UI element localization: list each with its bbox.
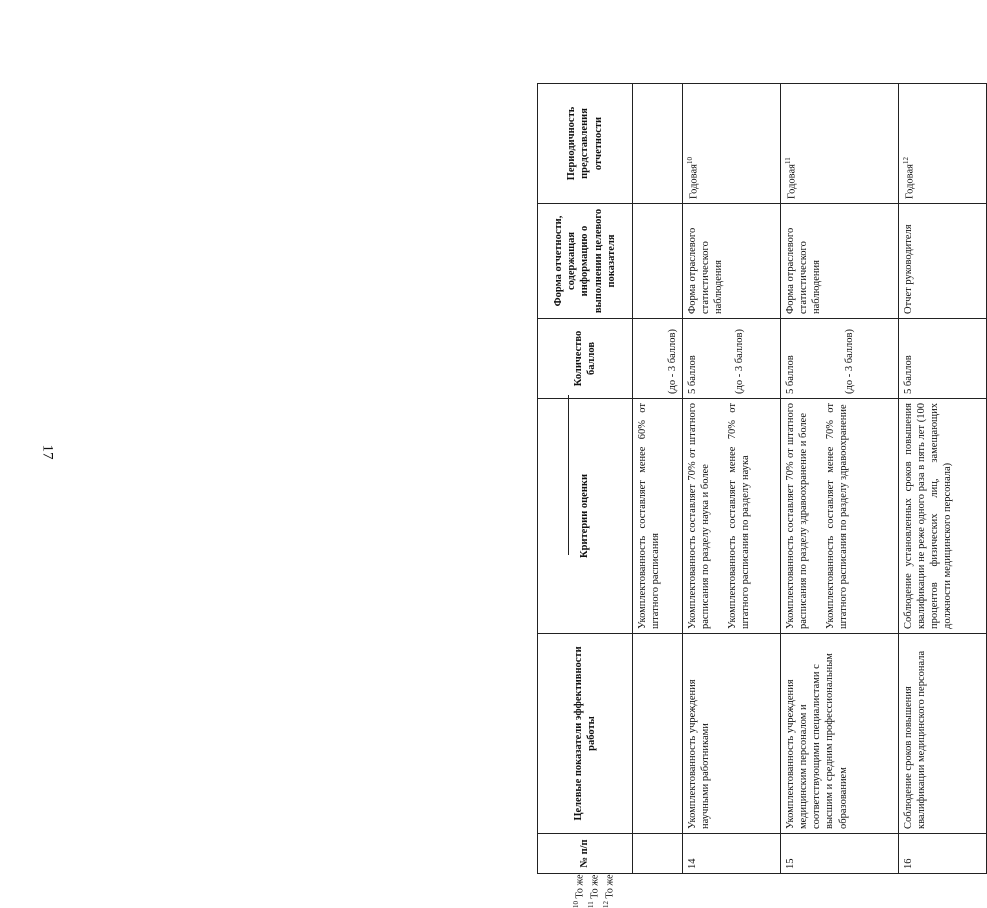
criteria-table [537, 83, 987, 874]
periodicity-text: Годовая [904, 164, 916, 199]
table-row [633, 84, 683, 874]
criteria-text: Укомплектованность составляет менее 70% от штатного расписания по разделу наука [727, 403, 752, 629]
footnote-item [602, 848, 617, 908]
periodicity-text: Годовая [688, 164, 700, 199]
points-text: (до - 3 баллов) [844, 329, 856, 394]
cell-report-form [633, 204, 683, 319]
cell-indicator [633, 634, 683, 834]
cell-report-form: Форма отраслевого статистического наблюдения [683, 204, 781, 319]
cell-periodicity [683, 84, 781, 204]
cell-points [781, 319, 899, 399]
criteria-text: Соблюдение установленных сроков повышения квалификации не реже одного раза в пять лет (100 процентов физических лиц, замещающих должности медицинского персонала) [903, 403, 954, 629]
points-text: (до - 3 баллов) [666, 329, 678, 394]
cell-num: 14 [683, 834, 781, 874]
header-criteria: Критерии оценки [538, 399, 633, 634]
cell-periodicity [899, 84, 987, 204]
cell-points [633, 319, 683, 399]
footnote-text: То же [589, 874, 601, 899]
cell-num: 16 [899, 834, 987, 874]
table-row [683, 84, 781, 874]
cell-periodicity [633, 84, 683, 204]
header-num: № п/п [538, 834, 633, 874]
cell-points [683, 319, 781, 399]
cell-num [633, 834, 683, 874]
table-header-row [538, 84, 633, 874]
points-text: 5 баллов [785, 355, 796, 394]
footnote-item [587, 848, 602, 908]
footnote-ref: 11 [784, 157, 792, 164]
cell-points [899, 319, 987, 399]
header-periodicity: Периодичность представления отчетности [538, 84, 633, 204]
periodicity-text: Годовая [786, 164, 798, 199]
footnotes [572, 848, 615, 908]
criteria-text: Укомплектованность составляет 70% от штатного расписания по разделу здравоохранение и более [785, 403, 810, 629]
points-text: 5 баллов [903, 355, 914, 394]
cell-criteria [781, 399, 899, 634]
footnote-mark: 11 [586, 901, 595, 908]
footnote-ref: 10 [686, 157, 694, 164]
cell-periodicity [781, 84, 899, 204]
cell-indicator: Соблюдение сроков повышения квалификации медицинского персонала [899, 634, 987, 834]
points-text: 5 баллов [687, 355, 698, 394]
cell-indicator: Укомплектованность учреждения научными работниками [683, 634, 781, 834]
footnote-text: То же [603, 874, 615, 899]
footnote-separator [568, 395, 569, 555]
cell-criteria [899, 399, 987, 634]
header-indicator: Целевые показатели эффективности работы [538, 634, 633, 834]
header-points: Количество баллов [538, 319, 633, 399]
table-row [899, 84, 987, 874]
footnote-ref: 12 [902, 157, 910, 164]
criteria-text: Укомплектованность составляет 70% от штатного расписания по разделу наука и более [687, 403, 712, 629]
footnote-mark: 10 [572, 901, 580, 908]
cell-report-form: Отчет руководителя [899, 204, 987, 319]
header-report-form: Форма отчетности, содержащая информацию о выполнении целевого показателя [538, 204, 633, 319]
page-number: 17 [39, 444, 56, 460]
criteria-text: Укомплектованность составляет менее 70% от штатного расписания по разделу здравоохранение [825, 403, 850, 629]
footnote-mark: 12 [601, 901, 610, 908]
cell-report-form: Форма отраслевого статистического наблюдения [781, 204, 899, 319]
footnote-item [572, 848, 587, 908]
cell-num: 15 [781, 834, 899, 874]
cell-criteria [683, 399, 781, 634]
table-row [781, 84, 899, 874]
footnote-text: То же [574, 874, 586, 899]
cell-indicator: Укомплектованность учреждения медицинским персоналом и соответствующими специалистами с высшим и средним профессиональным образованием [781, 634, 899, 834]
points-text: (до - 3 баллов) [734, 329, 746, 394]
criteria-text: Укомплектованность составляет менее 60% от штатного расписания [637, 403, 662, 629]
cell-criteria [633, 399, 683, 634]
rotated-table-container [537, 84, 987, 874]
